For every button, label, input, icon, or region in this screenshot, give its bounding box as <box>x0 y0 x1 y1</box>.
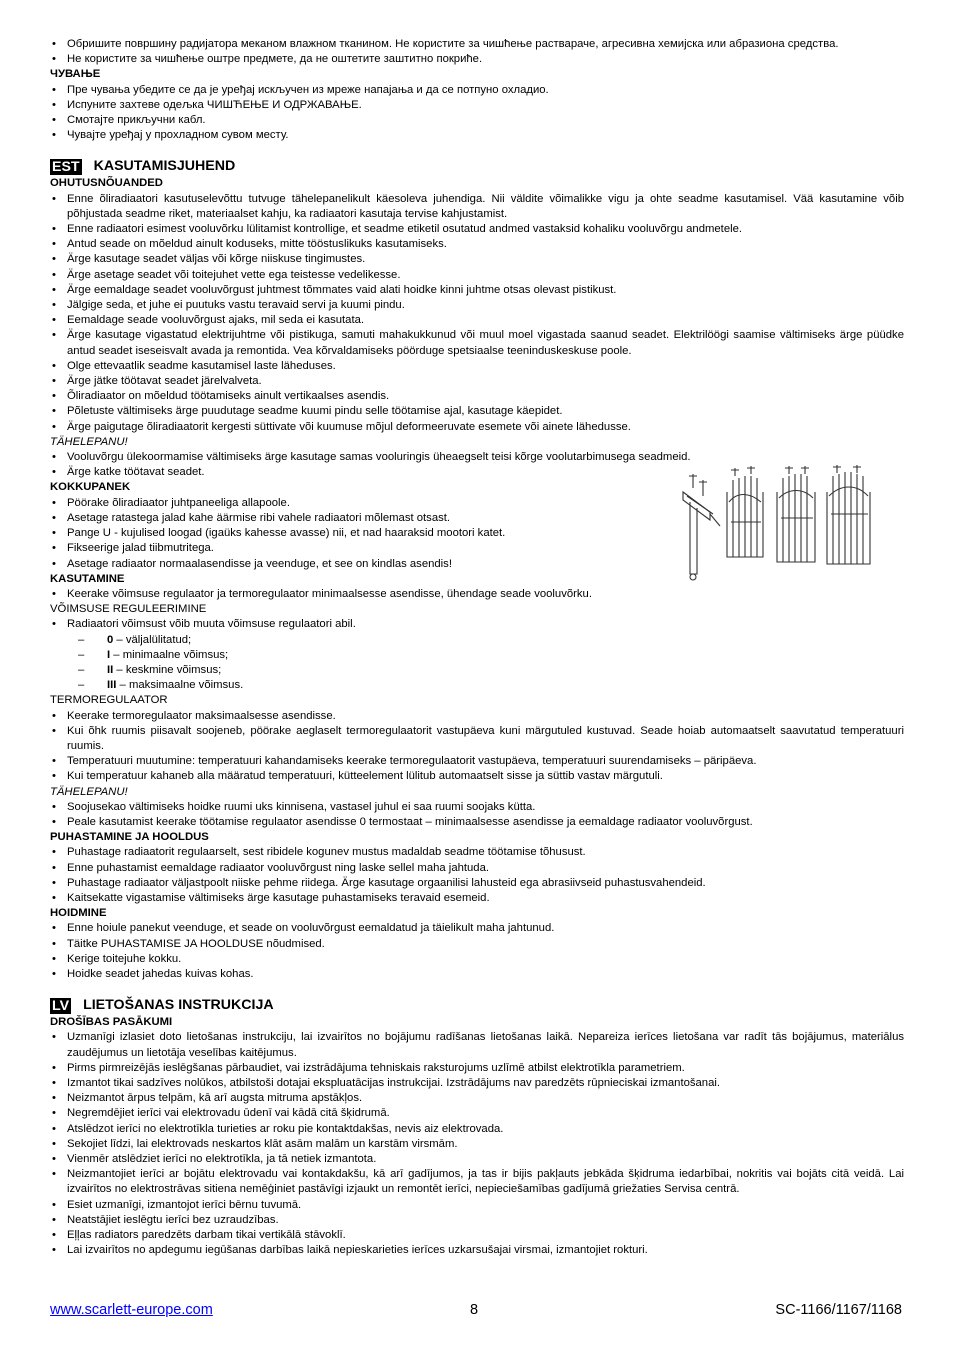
power-level-item <box>50 663 904 678</box>
bullet-item: • Asetage ratastega jalad kahe äärmise ribi vahele radiaatori mõlemast otsast. <box>50 511 705 526</box>
est-language-badge: EST <box>52 158 80 175</box>
leg-with-wheel-drawing <box>683 474 720 580</box>
bullet-item: • Kui temperatuur kahaneb alla määratud temperatuuri, kütteelement lülitub automaatselt sisse ja süttib vastav märgutuli. <box>50 769 904 784</box>
power-level-item <box>50 648 904 663</box>
est-title: KASUTAMISJUHEND <box>93 158 236 175</box>
bullet-item: • Pöörake õliradiaator juhtpaneeliga allapoole. <box>50 496 705 511</box>
bullet-item: • Neizmantot ārpus telpām, kā arī augsta mitruma apstākļos. <box>50 1091 904 1106</box>
subheading: OHUTUSNÕUANDED <box>50 177 163 190</box>
power-level-key: II <box>107 663 114 676</box>
bullet-item: • Atslēdzot ierīci no elektrotīkla turieties ar roku pie kontaktdakšas, nevis aiz elektrovada. <box>50 1122 904 1137</box>
bullet-item: • Õliradiaator on mõeldud töötamiseks ainult vertikaalses asendis. <box>50 389 904 404</box>
bullet-item: • Soojusekao vältimiseks hoidke ruumi uks kinnisena, vastasel juhul ei saa ruumi soojaks kütta. <box>50 800 904 815</box>
bullet-item: • Kaitsekatte vigastamise vältimiseks ärge kasutage puhastamiseks teravaid esemeid. <box>50 891 904 906</box>
lv-language-badge: LV <box>52 997 70 1014</box>
bullet-item: • Olge ettevaatlik seadme kasutamisel laste läheduses. <box>50 359 904 374</box>
attention-note: TÄHELEPANU! <box>50 785 128 798</box>
lv-section-title <box>50 996 904 1015</box>
radiator-fins-drawing-1 <box>727 466 763 557</box>
bullet-item: • Jälgige seda, et juhe ei puutuks vastu teravaid servi ja kuumi pindu. <box>50 298 904 313</box>
bullet-item: • Kui õhk ruumis piisavalt soojeneb, pöörake aeglaselt termoregulaatorit vastupäeva kuni märgutuled kustuvad. Seade hoiab automaatselt saavutatud temperatuuri ruumis. <box>50 724 904 754</box>
bullet-item: • Enne puhastamist eemaldage radiaator vooluvõrgust ning laske sellel maha jahtuda. <box>50 861 904 876</box>
bullet-item: • Uzmanīgi izlasiet doto lietošanas instrukciju, lai izvairītos no bojājumu radīšanas lietošanas laikā. Nepareiza ierīces lietošana var radīt tās bojājumus, materiālus zaudējumus un lietotāja veselības kaitējumus. <box>50 1030 904 1060</box>
bullet-item: • Ärge asetage seadet või toitejuhet vette ega teistesse vedelikesse. <box>50 268 904 283</box>
radiator-fins-drawing-2 <box>777 466 815 562</box>
bullet-item: • Пре чувања убедите се да је уређај искључен из мреже напајања и да се потпуно охладио. <box>50 83 904 98</box>
bullet-item: • Enne õliradiaatori kasutuselevõttu tutvuge tähelepanelikult käesoleva juhendiga. Nii väldite võimalikke vigu ja ohte seadme kasutamisel. Vää kasutamine võib põhjustada seadme riket, materiaalset kahju, ka radiaatori kasutaja tervise kahjustamist. <box>50 192 904 222</box>
power-level-key: 0 <box>107 633 114 646</box>
lv-title: LIETOŠANAS INSTRUKCIJA <box>83 997 274 1014</box>
est-assembly-section <box>50 480 705 571</box>
bullet-item: • Puhastage radiaatorit regulaarselt, sest ribidele kogunev mustus madaldab seadme töötamise tõhusust. <box>50 845 904 860</box>
bullet-item: • Ärge eemaldage seadet vooluvõrgust juhtmest tõmmates vaid alati hoidke kinni juhtme otsas olevast pistikust. <box>50 283 904 298</box>
bullet-item: • Neatstājiet ieslēgtu ierīci bez uzraudzības. <box>50 1213 904 1228</box>
bullet-item: • Temperatuuri muutumine: temperatuuri kahandamiseks keerake termoregulaatorit vastupäeva, temperatuuri suurendamiseks – päripäeva. <box>50 754 904 769</box>
est-safety-section <box>50 176 904 480</box>
power-level-key: I <box>107 648 111 661</box>
subheading: KASUTAMINE <box>50 572 125 585</box>
power-level-item <box>50 633 904 648</box>
document-page <box>50 37 904 1258</box>
power-level-key: III <box>107 679 117 692</box>
power-level-desc: – maksimaalne võimsus. <box>116 679 244 692</box>
bullet-item: • Vooluvõrgu ülekoormamise vältimiseks ärge kasutage samas vooluringis üheaegselt teisi kõrge voolutarbimusega seadmeid. <box>50 450 904 465</box>
page-number: 8 <box>470 1302 479 1318</box>
bullet-item: • Negremdējiet ierīci vai elektrovadu ūdenī vai kādā citā šķidrumā. <box>50 1106 904 1121</box>
bullet-item: • Enne radiaatori esimest vooluvõrku lülitamist kontrollige, et seadme etiketil osutatud andmed vastaksid kohaliku vooluvõrgu andmetele. <box>50 222 904 237</box>
model-number: SC-1166/1167/1168 <box>775 1302 902 1318</box>
serbian-section <box>50 37 904 143</box>
bullet-item: • Pirms pirmreizējās ieslēgšanas pārbaudiet, vai izstrādājuma tehniskais raksturojums uzlīmē atbilst elektrotīkla parametriem. <box>50 1061 904 1076</box>
bullet-item: • Eemaldage seade vooluvõrgust ajaks, mil seda ei kasutata. <box>50 313 904 328</box>
power-level-desc: – keskmine võimsus; <box>113 663 222 676</box>
bullet-item: • Ärge katke töötavat seadet. <box>50 465 904 480</box>
website-link[interactable]: www.scarlett-europe.com <box>50 1302 213 1318</box>
bullet-item: • Vienmēr atslēdziet ierīci no elektrotīkla, ja tā netiek izmantota. <box>50 1152 904 1167</box>
subheading: VÕIMSUSE REGULEERIMINE <box>50 603 207 616</box>
bullet-item: • Не користите за чишћење оштре предмете, да не оштетите заштитно покриће. <box>50 52 904 67</box>
subheading: DROŠĪBAS PASĀKUMI <box>50 1016 173 1029</box>
bullet-item: • Смотајте прикључни кабл. <box>50 113 904 128</box>
est-section-title <box>50 157 904 176</box>
bullet-item: • Sekojiet līdzi, lai elektrovads neskartos klāt asām malām un karstām virsmām. <box>50 1137 904 1152</box>
bullet-item: • Испуните захтеве одељка ЧИШЋЕЊЕ И ОДРЖАВАЊЕ. <box>50 98 904 113</box>
power-level-desc: – väljalülitatud; <box>113 633 192 646</box>
subheading: ЧУВАЊЕ <box>50 68 101 81</box>
bullet-item: • Izmantot tikai sadzīves nolūkos, atbilstoši dotajai ekspluatācijas instrukcijai. Izstrādājums nav paredzēts rūpnieciskai izmantošanai. <box>50 1076 904 1091</box>
lv-safety-section <box>50 1015 904 1258</box>
assembly-illustration <box>665 462 875 582</box>
bullet-item: • Eļļas radiators paredzēts darbam tikai vertikālā stāvoklī. <box>50 1228 904 1243</box>
est-power-levels <box>50 633 904 694</box>
radiator-fins-drawing-3 <box>827 465 870 564</box>
subheading: PUHASTAMINE JA HOOLDUS <box>50 831 209 844</box>
bullet-item: • Peale kasutamist keerake töötamise regulaator asendisse 0 termostaat – minimaalsesse asendisse ja eemaldage radiaator vooluvõrgust. <box>50 815 904 830</box>
bullet-item: • Ärge kasutage seadet väljas või kõrge niiskuse tingimustes. <box>50 252 904 267</box>
bullet-item: • Keerake termoregulaator maksimaalsesse asendisse. <box>50 709 904 724</box>
subheading: TERMOREGULAATOR <box>50 694 168 707</box>
power-level-item <box>50 678 904 693</box>
bullet-item: • Pange U - kujulised loogad (igaüks kahesse avasse) nii, et nad haaraksid mootori katet. <box>50 526 705 541</box>
bullet-item: • Ärge paigutage õliradiaatorit kergesti süttivate või kuumuse mõjul deformeeruvate esemete või ainete lähedusse. <box>50 420 904 435</box>
bullet-item: • Radiaatori võimsust võib muuta võimsuse regulaatori abil. <box>50 617 904 632</box>
bullet-item: • Asetage radiaator normaalasendisse ja veenduge, et see on kindlas asendis! <box>50 557 705 572</box>
est-thermostat-cleaning-section <box>50 693 904 982</box>
bullet-item: • Kerige toitejuhe kokku. <box>50 952 904 967</box>
bullet-item: • Hoidke seadet jahedas kuivas kohas. <box>50 967 904 982</box>
bullet-item: • Ärge kasutage vigastatud elektrijuhtme või pistikuga, samuti mahakukkunud või muul moel vigastada saanud seadet. Elektrilöögi saamise vältimiseks ärge püüdke antud seadet iseseisvalt avada ja remontida. Vea kõrvaldamiseks pöörduge spetsiaalse teeninduskeskuse poole. <box>50 328 904 358</box>
bullet-item: • Fikseerige jalad tiibmutritega. <box>50 541 705 556</box>
subheading: KOKKUPANEK <box>50 481 131 494</box>
bullet-item: • Ärge jätke töötavat seadet järelvalveta. <box>50 374 904 389</box>
bullet-item: • Neizmantojiet ierīci ar bojātu elektrovadu vai kontakdakšu, kā arī gadījumos, ja tas ir bijis pakļauts jebkāda šķidruma iedarbībai, nokritis vai bojāts citā veidā. Lai izvairītos no elektrostrāvas sitiena nemēģiniet pastāvīgi izjaukt un remontēt ierīci, nepieciešamības gadījumā griežaties Servisa centrā. <box>50 1167 904 1197</box>
bullet-item: • Lai izvairītos no apdegumu iegūšanas darbības laikā nepieskarieties ierīces uzkarsušajai virsmai, izmantojiet rokturi. <box>50 1243 904 1258</box>
bullet-item: • Antud seade on mõeldud ainult koduseks, mitte tööstuslikuks kasutamiseks. <box>50 237 904 252</box>
subheading: HOIDMINE <box>50 907 107 920</box>
page-footer <box>50 1303 904 1323</box>
bullet-item: • Чувајте уређај у прохладном сувом месту. <box>50 128 904 143</box>
bullet-item: • Keerake võimsuse regulaator ja termoregulaator minimaalsesse asendisse, ühendage seade vooluvõrku. <box>50 587 904 602</box>
bullet-item: • Esiet uzmanīgi, izmantojot ierīci bērnu tuvumā. <box>50 1198 904 1213</box>
bullet-item: • Enne hoiule panekut veenduge, et seade on vooluvõrgust eemaldatud ja täielikult maha jahtunud. <box>50 921 904 936</box>
bullet-item: • Täitke PUHASTAMISE JA HOOLDUSE nõudmised. <box>50 937 904 952</box>
power-level-desc: – minimaalne võimsus; <box>110 648 229 661</box>
bullet-item: • Puhastage radiaator väljastpoolt niiske pehme riidega. Ärge kasutage orgaanilisi lahusteid ega abrasiivseid puhastusvahendeid. <box>50 876 904 891</box>
attention-note: TÄHELEPANU! <box>50 435 128 448</box>
bullet-item: • Põletuste vältimiseks ärge puudutage seadme kuumi pindu selle töötamise ajal, kasutage käepidet. <box>50 404 904 419</box>
bullet-item: • Обришите површину радијатора меканом влажном тканином. Не користите за чишћење раствараче, агресивна хемијска или абразиона средства. <box>50 37 904 52</box>
